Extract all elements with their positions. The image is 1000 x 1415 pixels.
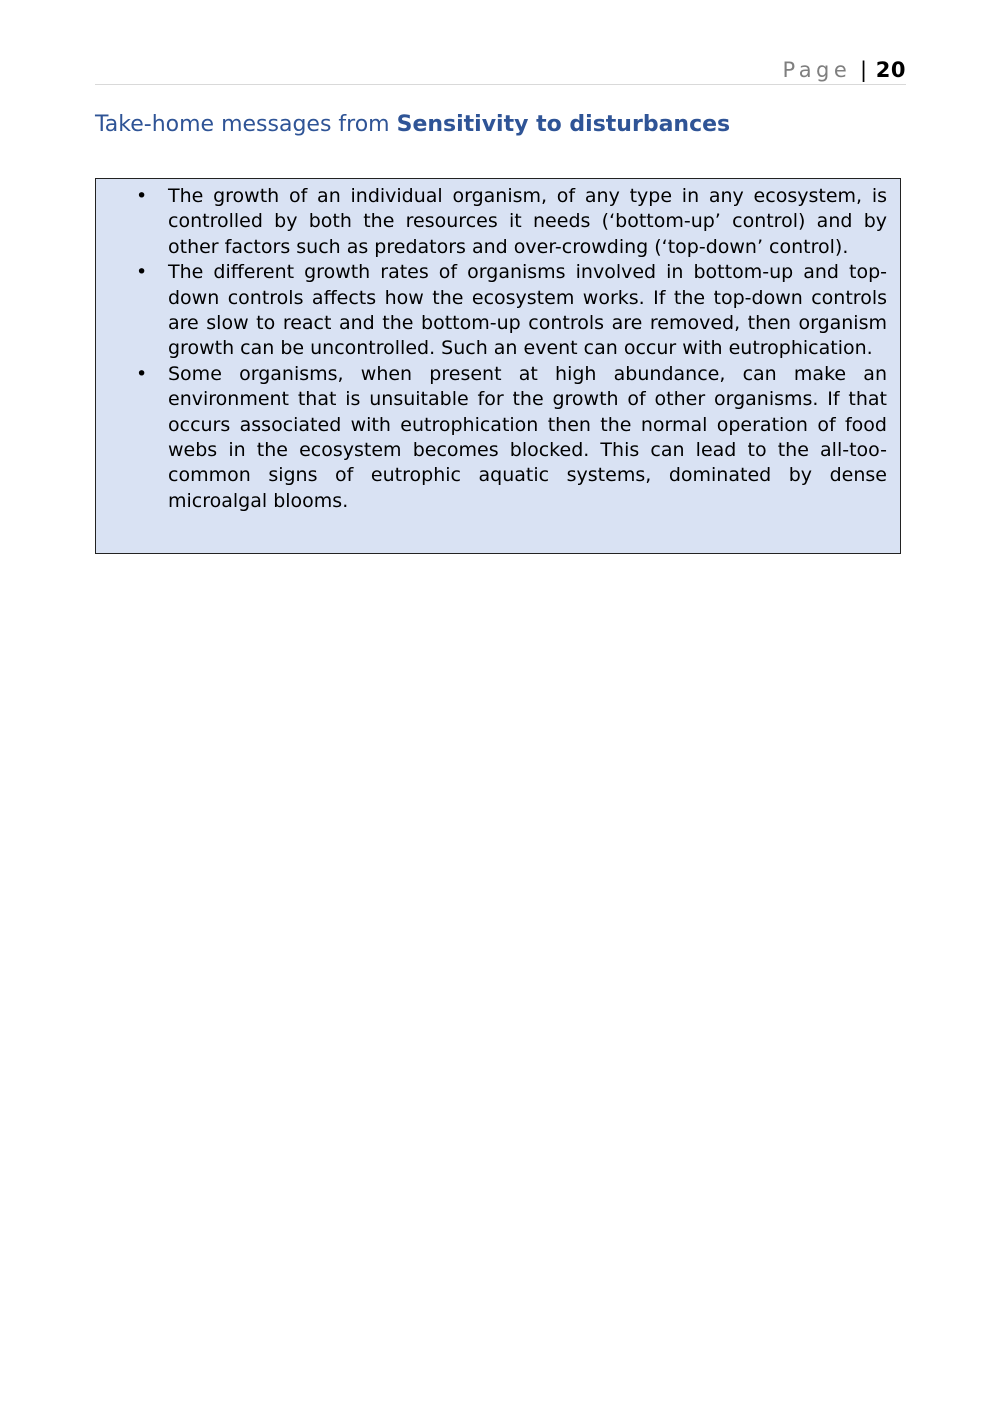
take-home-list (96, 184, 900, 514)
heading-prefix: Take-home messages from (95, 112, 397, 137)
list-item-text: The different growth rates of organisms involved in bottom-up and top-down controls affects how the ecosystem works. If the top-down controls are slow to react and the bottom-up controls are removed, then organism growth can be uncontrolled. Such an event can occur with eutrophication. (168, 261, 887, 360)
page-separator: | (860, 58, 868, 82)
list-item-text: The growth of an individual organism, of any type in any ecosystem, is controlled by both the resources it needs (‘bottom-up’ control) and by other factors such as predators and over-crowding (‘top-down’ control). (168, 185, 887, 258)
section-heading (95, 110, 730, 140)
bullet-icon: • (136, 362, 148, 385)
page-label: Page (782, 58, 852, 82)
bullet-icon: • (136, 185, 148, 207)
list-item (136, 260, 887, 362)
list-item (136, 184, 887, 260)
page-header (95, 56, 906, 85)
list-item-text: Some organisms, when present at high abundance, can make an environment that is unsuitable for the growth of other organisms. If that occurs associated with eutrophication then the normal operation of food webs in the ecosystem becomes blocked. This can lead to the all-too-common signs of eutrophic aquatic systems, dominated by dense microalgal blooms. (168, 362, 887, 512)
page-number: 20 (875, 58, 906, 82)
take-home-box (95, 178, 901, 554)
bullet-icon: • (136, 261, 148, 284)
heading-topic: Sensitivity to disturbances (396, 112, 731, 137)
list-item (136, 362, 887, 514)
